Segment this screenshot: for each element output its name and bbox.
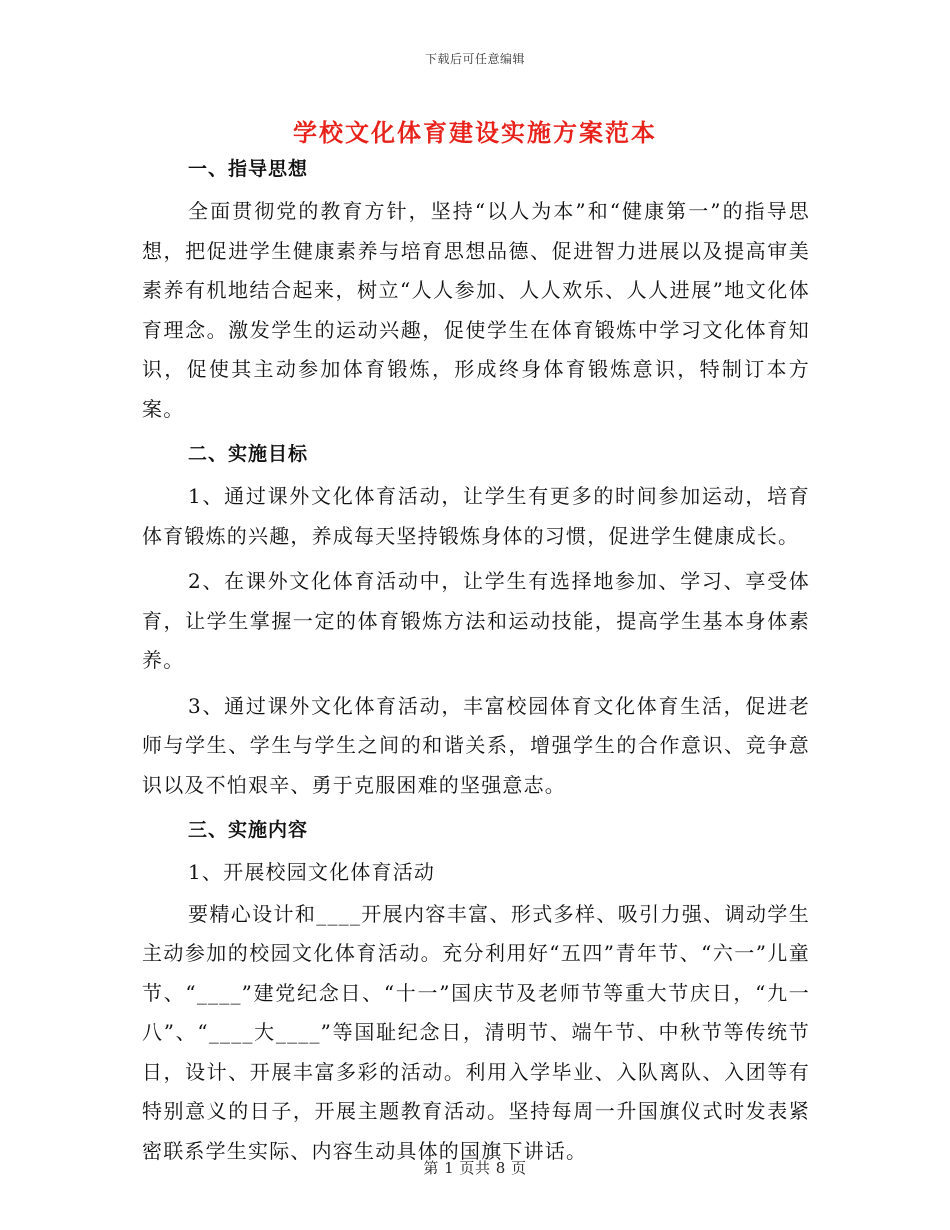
body-paragraph: 要精心设计和____开展内容丰富、形式多样、吸引力强、调动学生主动参加的校园文化体育活动。充分利用好“五四”青年节、“六一”儿童节、“____”建党纪念日、“十一”国庆节及老师节等重大节庆日，“九一八”、“____大____”等国耻纪念日，清明节、端午节、中秋节等传统节日，设计、开展丰富多彩的活动。利用入学毕业、入队离队、入团等有特别意义的日子，开展主题教育活动。坚持每周一升国旗仪式时发表紧密联系学生实际、内容生动具体的国旗下讲话。 [142, 901, 810, 1163]
body-paragraph: 3、通过课外文化体育活动，丰富校园体育文化体育生活，促进老师与学生、学生与学生之间的和谐关系，增强学生的合作意识、竞争意识以及不怕艰辛、勇于克服困难的坚强意志。 [142, 693, 810, 797]
body-paragraph: 1、通过课外文化体育活动，让学生有更多的时间参加运动，培育体育锻炼的兴趣，养成每天坚持锻炼身体的习惯，促进学生健康成长。 [142, 484, 810, 548]
page-footer: 第 1 页共 8 页 [423, 1159, 527, 1177]
document-body [142, 150, 810, 1177]
header-note: 下载后可任意编辑 [424, 52, 525, 66]
section-heading-goals: 二、实施目标 [188, 443, 309, 465]
subsection-heading: 1、开展校园文化体育活动 [188, 860, 436, 884]
document-title: 学校文化体育建设实施方案范本 [293, 118, 657, 147]
section-heading-guiding-ideology: 一、指导思想 [188, 158, 309, 180]
body-paragraph: 2、在课外文化体育活动中，让学生有选择地参加、学习、享受体育，让学生掌握一定的体育锻炼方法和运动技能，提高学生基本身体素养。 [142, 569, 810, 672]
section-heading-content: 三、实施内容 [188, 819, 309, 841]
body-paragraph: 全面贯彻党的教育方针，坚持“以人为本”和“健康第一”的指导思想，把促进学生健康素养与培育思想品德、促进智力进展以及提高审美素养有机地结合起来，树立“人人参加、人人欢乐、人人进展”地文化体育理念。激发学生的运动兴趣，促使学生在体育锻炼中学习文化体育知识，促使其主动参加体育锻炼，形成终身体育锻炼意识，特制订本方案。 [142, 199, 810, 421]
